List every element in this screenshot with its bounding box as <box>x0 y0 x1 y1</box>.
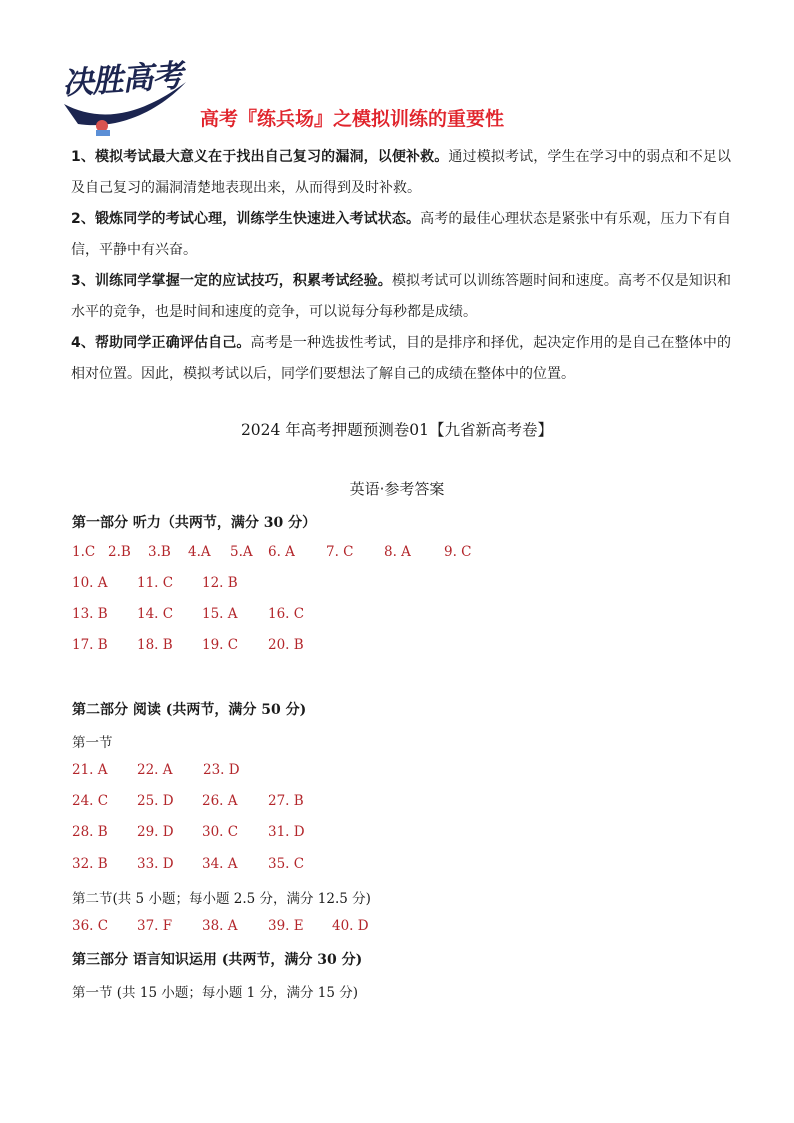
answer-item: 3.B <box>148 544 171 560</box>
answer-item: 4.A <box>188 544 211 560</box>
answer-item: 1.C <box>72 544 96 560</box>
answer-item: 33. D <box>137 856 174 872</box>
answer-item: 24. C <box>72 793 109 809</box>
answer-item: 36. C <box>72 918 109 934</box>
answer-item: 23. D <box>203 762 240 778</box>
subject-title: 英语·参考答案 <box>349 480 445 498</box>
answer-item: 13. B <box>72 606 108 622</box>
answer-item: 27. B <box>268 793 304 809</box>
answer-item: 38. A <box>202 918 238 934</box>
answer-item: 26. A <box>202 793 238 809</box>
answer-item: 39. E <box>268 918 304 934</box>
intro-bold-2: 2、锻炼同学的考试心理，训练学生快速进入考试状态。 <box>71 211 421 227</box>
logo <box>58 52 190 138</box>
answer-item: 16. C <box>268 606 305 622</box>
logo-text: 决胜高考 <box>61 57 184 103</box>
intro-bold-3: 3、训练同学掌握一定的应试技巧，积累考试经验。 <box>71 273 392 289</box>
intro-paragraph-1 <box>71 142 731 204</box>
answer-item: 28. B <box>72 824 108 840</box>
intro-bold-1: 1、模拟考试最大意义在于找出自己复习的漏洞，以便补救。 <box>71 149 449 165</box>
part2-section1-label: 第一节 <box>72 735 113 751</box>
answer-item: 15. A <box>202 606 238 622</box>
intro-paragraph-3 <box>71 266 731 328</box>
answer-item: 31. D <box>268 824 305 840</box>
answer-item: 21. A <box>72 762 108 778</box>
answer-item: 2.B <box>108 544 131 560</box>
answer-item: 40. D <box>332 918 369 934</box>
answer-item: 6. A <box>268 544 295 560</box>
answer-item: 34. A <box>202 856 238 872</box>
answer-item: 9. C <box>444 544 472 560</box>
intro-text-1: 通过模拟考试，学生在学习中的弱点和不足以及自己复习的漏洞清楚地表现出来，从而得到及时补救。 <box>71 149 732 196</box>
answer-item: 32. B <box>72 856 108 872</box>
exam-title: 2024 年高考押题预测卷01【九省新高考卷】 <box>240 421 554 439</box>
answer-item: 12. B <box>202 575 238 591</box>
answer-item: 19. C <box>202 637 239 653</box>
intro-paragraph-2 <box>71 204 731 266</box>
page-headline: 高考『练兵场』之模拟训练的重要性 <box>200 108 505 130</box>
intro-bold-4: 4、帮助同学正确评估自己。 <box>71 335 251 351</box>
answer-item: 11. C <box>137 575 174 591</box>
answer-item: 22. A <box>137 762 173 778</box>
answer-item: 17. B <box>72 637 108 653</box>
answer-item: 18. B <box>137 637 173 653</box>
intro-text-4: 高考是一种选拔性考试，目的是排序和择优，起决定作用的是自己在整体中的相对位置。因此，模拟考试以后，同学们要想法了解自己的成绩在整体中的位置。 <box>71 335 731 382</box>
intro-text-2: 高考的最佳心理状态是紧张中有乐观，压力下有自信，平静中有兴奋。 <box>71 211 731 258</box>
answer-item: 35. C <box>268 856 305 872</box>
answer-item: 8. A <box>384 544 411 560</box>
intro-text-3: 模拟考试可以训练答题时间和速度。高考不仅是知识和水平的竞争，也是时间和速度的竞争，可以说每分每秒都是成绩。 <box>71 273 731 320</box>
answer-item: 30. C <box>202 824 239 840</box>
part2-heading: 第二部分 阅读 (共两节，满分 50 分) <box>72 702 307 718</box>
part1-heading: 第一部分 听力（共两节，满分 30 分） <box>72 515 317 531</box>
answer-item: 20. B <box>268 637 304 653</box>
part2-section2-label: 第二节(共 5 小题；每小题 2.5 分，满分 12.5 分) <box>72 891 371 907</box>
answer-item: 5.A <box>230 544 253 560</box>
part3-section1-label: 第一节 (共 15 小题；每小题 1 分，满分 15 分) <box>72 985 359 1001</box>
intro-paragraph-4 <box>71 328 731 390</box>
answer-item: 14. C <box>137 606 174 622</box>
part3-heading: 第三部分 语言知识运用 (共两节，满分 30 分) <box>72 952 363 968</box>
intro-section <box>71 142 731 390</box>
answer-item: 29. D <box>137 824 174 840</box>
answer-item: 25. D <box>137 793 174 809</box>
answer-item: 10. A <box>72 575 108 591</box>
answer-item: 37. F <box>137 918 173 934</box>
answer-item: 7. C <box>326 544 354 560</box>
